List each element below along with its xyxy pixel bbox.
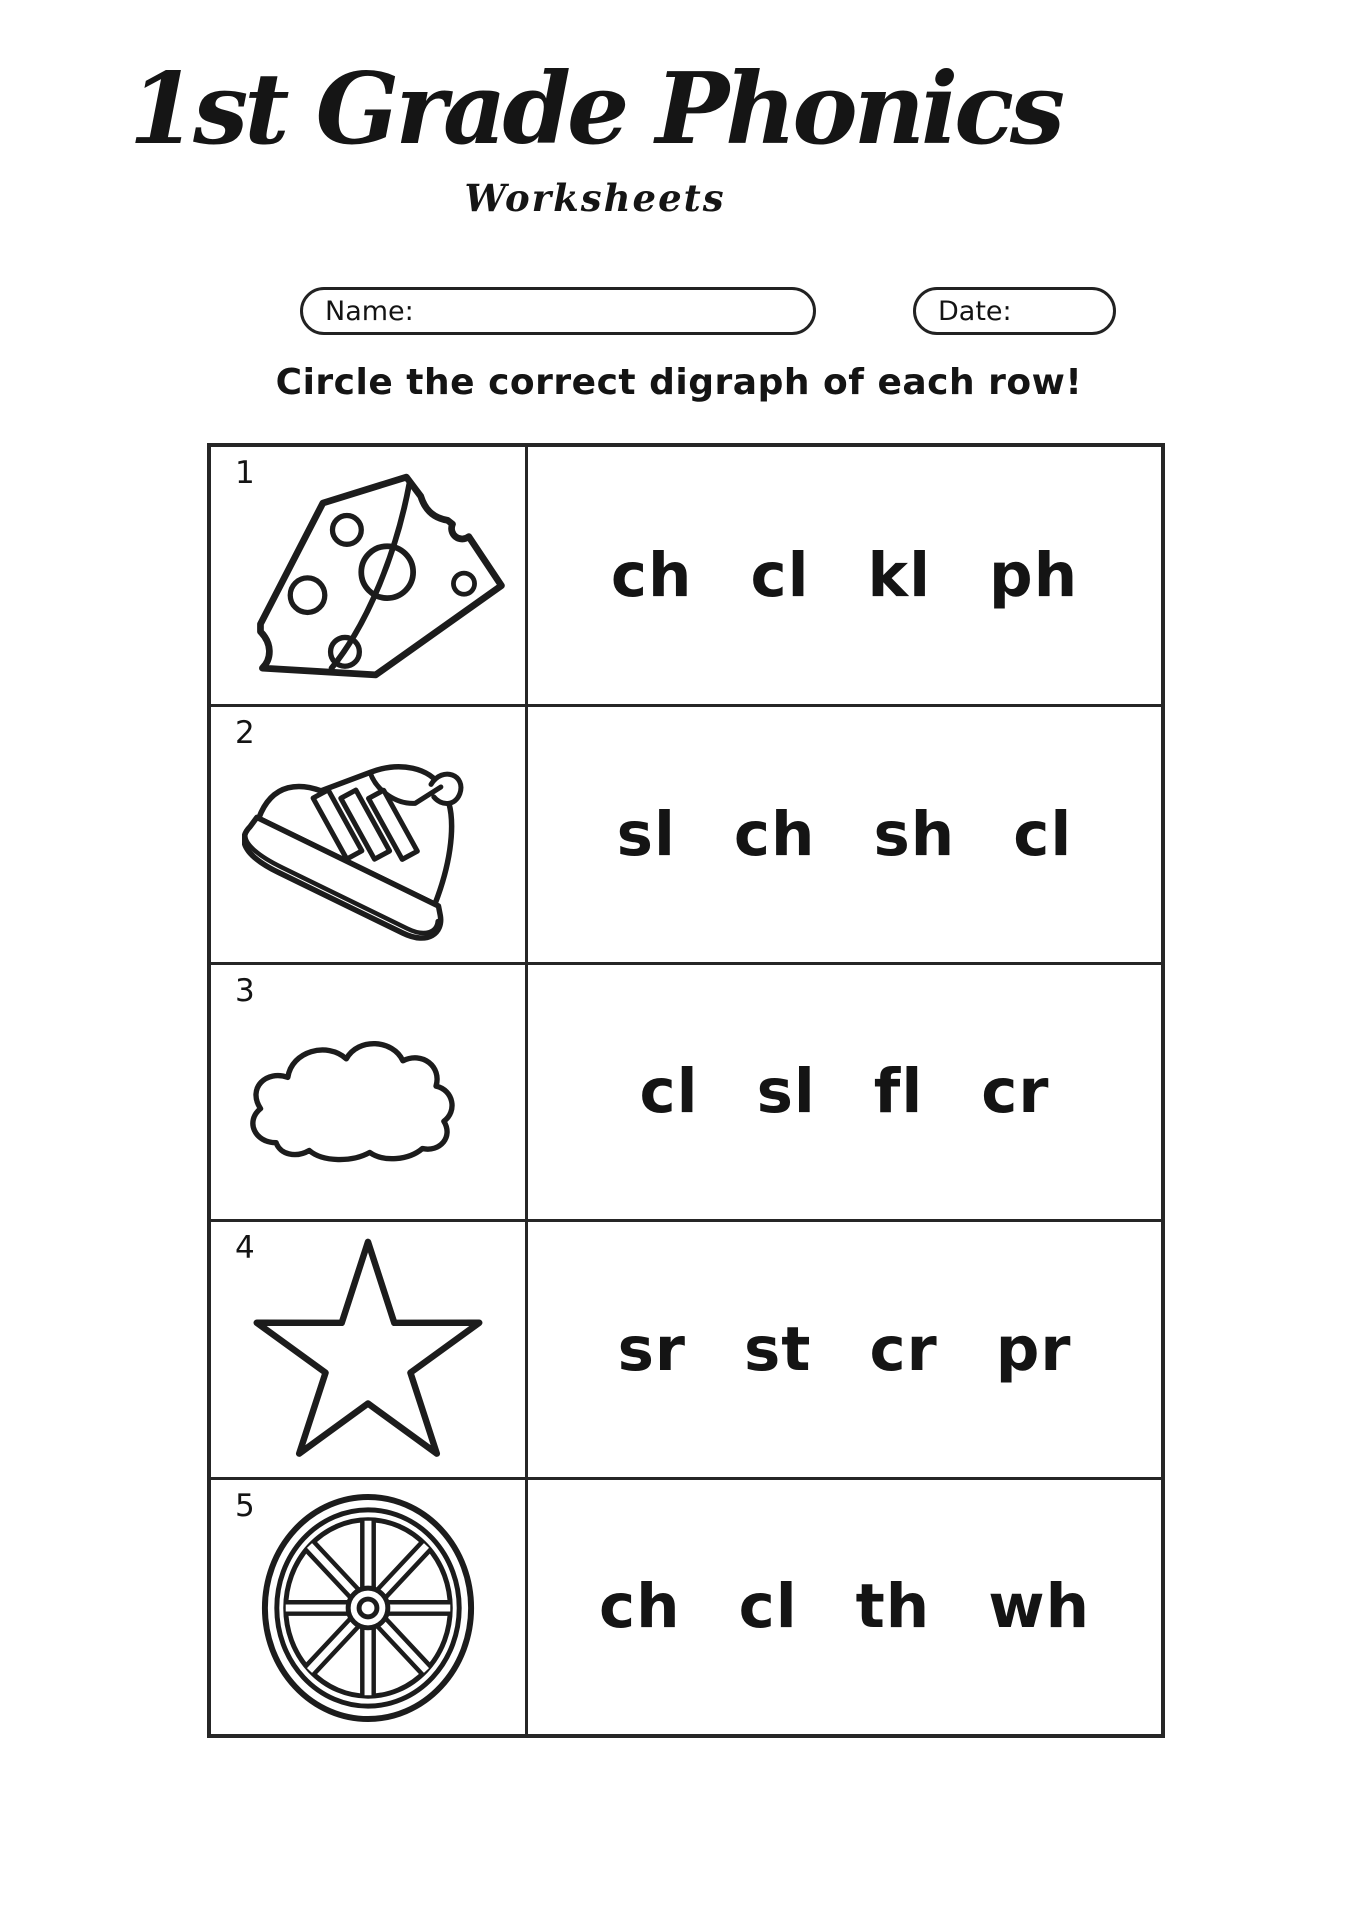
- row-number: 3: [235, 972, 255, 1009]
- cheese-image: [224, 470, 512, 682]
- digraph-options: [528, 965, 1161, 1219]
- digraph-option[interactable]: ch: [733, 799, 816, 871]
- row-number: 5: [235, 1487, 255, 1524]
- name-field[interactable]: [300, 287, 816, 335]
- digraph-options: [528, 1222, 1161, 1476]
- digraph-option[interactable]: st: [743, 1313, 812, 1385]
- worksheet-table: [207, 443, 1165, 1738]
- digraph-option[interactable]: sh: [873, 799, 956, 871]
- image-cell-cheese: [211, 447, 528, 704]
- digraph-option[interactable]: cl: [1013, 799, 1073, 871]
- digraph-option[interactable]: ch: [598, 1571, 681, 1643]
- image-cell-cloud: [211, 965, 528, 1219]
- cloud-image: [237, 1014, 481, 1170]
- table-row: [211, 962, 1161, 1219]
- table-row: [211, 704, 1161, 961]
- row-number: 4: [235, 1230, 255, 1267]
- digraph-option[interactable]: cr: [981, 1056, 1050, 1128]
- digraph-option[interactable]: kl: [867, 540, 932, 612]
- image-cell-sneaker: [211, 707, 528, 961]
- digraph-option[interactable]: ph: [989, 540, 1079, 612]
- table-row: [211, 1477, 1161, 1734]
- digraph-option[interactable]: ch: [610, 540, 693, 612]
- table-row: [211, 1219, 1161, 1476]
- digraph-option[interactable]: wh: [988, 1571, 1091, 1643]
- image-cell-star: [211, 1222, 528, 1476]
- date-label: Date:: [938, 295, 1012, 327]
- digraph-option[interactable]: th: [855, 1571, 931, 1643]
- wheel-image: [254, 1487, 482, 1727]
- table-row: [211, 447, 1161, 704]
- digraph-option[interactable]: fl: [873, 1056, 924, 1128]
- digraph-option[interactable]: sl: [616, 799, 676, 871]
- sneaker-image: [242, 716, 494, 954]
- digraph-option[interactable]: cl: [738, 1571, 798, 1643]
- date-field[interactable]: [913, 287, 1116, 335]
- digraph-option[interactable]: sl: [756, 1056, 816, 1128]
- row-number: 1: [235, 455, 255, 491]
- digraph-options: [528, 447, 1161, 704]
- digraph-option[interactable]: cr: [869, 1313, 938, 1385]
- star-image: [249, 1230, 487, 1468]
- digraph-option[interactable]: cl: [639, 1056, 699, 1128]
- digraph-option[interactable]: pr: [995, 1313, 1072, 1385]
- digraph-options: [528, 1480, 1161, 1734]
- row-number: 2: [235, 715, 255, 752]
- digraph-options: [528, 707, 1161, 961]
- page-title: 1st Grade Phonics: [128, 52, 1062, 167]
- digraph-option[interactable]: sr: [617, 1313, 686, 1385]
- page-subtitle: Worksheets: [464, 176, 726, 220]
- name-label: Name:: [325, 295, 414, 327]
- instruction-text: Circle the correct digraph of each row!: [275, 362, 1083, 403]
- digraph-option[interactable]: cl: [750, 540, 810, 612]
- image-cell-wheel: [211, 1480, 528, 1734]
